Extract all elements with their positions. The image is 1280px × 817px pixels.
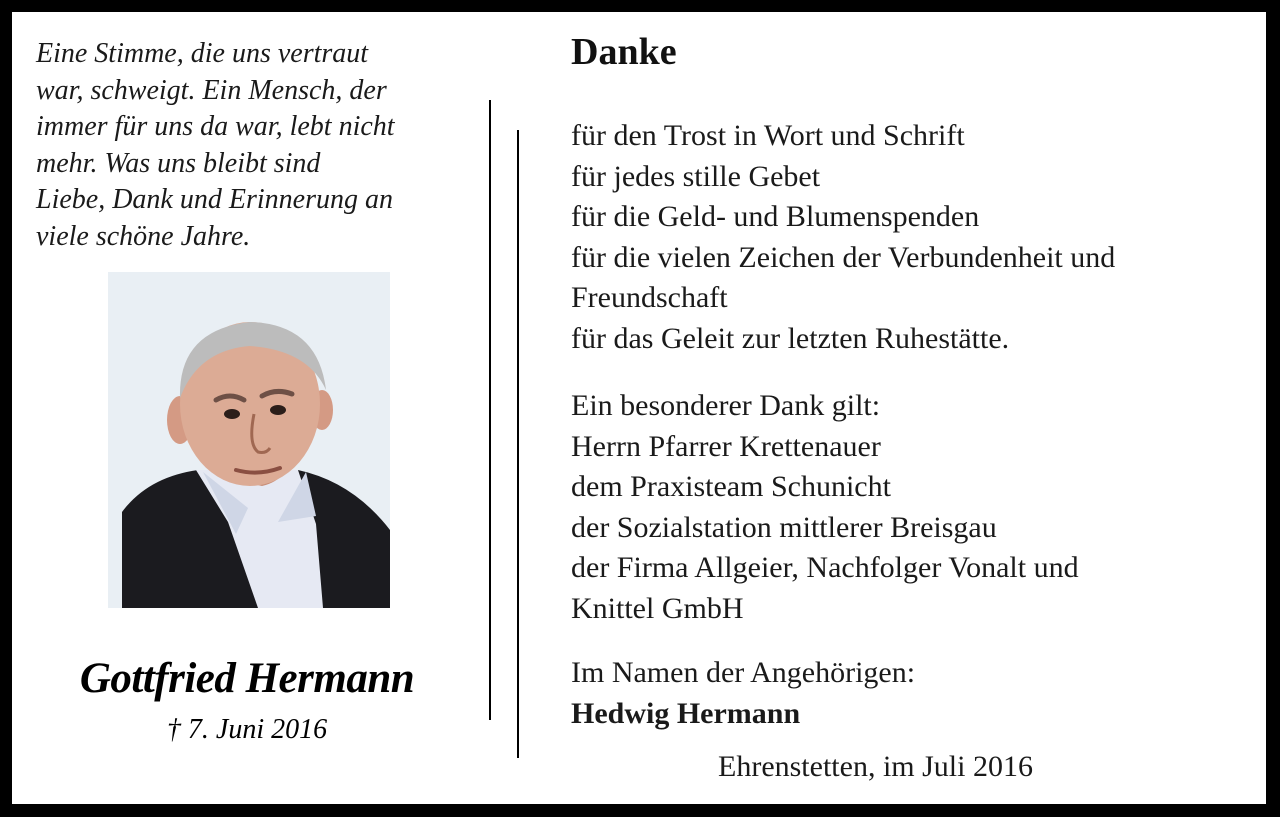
thanks-line: für den Trost in Wort und Schrift (571, 119, 965, 152)
special-thanks-line: der Sozialstation mittlerer Breisgau (571, 510, 997, 544)
thanks-line: für die Geld- und Blumenspenden (571, 200, 980, 233)
special-thanks (571, 386, 1251, 629)
obituary-card (12, 12, 1266, 804)
thanks-line: Freundschaft (571, 281, 728, 314)
special-thanks-line: der Firma Allgeier, Nachfolger Vonalt und (571, 551, 1079, 584)
place-date: Ehrenstetten, im Juli 2016 (718, 750, 1033, 783)
portrait-photo (108, 272, 390, 608)
memorial-verse (36, 36, 466, 255)
signer-name: Hedwig Hermann (571, 696, 801, 730)
divider-line (489, 100, 491, 720)
verse-line: Liebe, Dank und Erinnerung an (36, 184, 393, 215)
signature-intro: Im Namen der Angehörigen: (571, 656, 916, 689)
deceased-name: Gottfried Hermann (79, 655, 415, 702)
verse-line: war, schweigt. Ein Mensch, der (36, 74, 387, 106)
verse-line: Eine Stimme, die uns vertraut (36, 38, 369, 69)
divider-line (517, 130, 519, 758)
thanks-line: für jedes stille Gebet (571, 159, 821, 193)
signature-block (571, 653, 1251, 734)
verse-line: immer für uns da war, lebt nicht (36, 111, 395, 142)
death-date: † 7. Juni 2016 (166, 714, 328, 745)
special-thanks-line: Herrn Pfarrer Krettenauer (571, 429, 881, 463)
special-thanks-line: Ein besonderer Dank gilt: (571, 389, 881, 422)
verse-line: viele schöne Jahre. (36, 220, 251, 252)
thanks-line: für das Geleit zur letzten Ruhestätte. (571, 321, 1010, 355)
heading-danke: Danke (571, 31, 677, 73)
verse-line: mehr. Was uns bleibt sind (36, 147, 321, 179)
special-thanks-line: dem Praxisteam Schunicht (571, 470, 891, 503)
special-thanks-line: Knittel GmbH (571, 591, 744, 625)
thanks-line: für die vielen Zeichen der Verbundenheit und (571, 240, 1116, 274)
portrait-illustration (108, 272, 390, 608)
thanks-list (571, 116, 1251, 359)
